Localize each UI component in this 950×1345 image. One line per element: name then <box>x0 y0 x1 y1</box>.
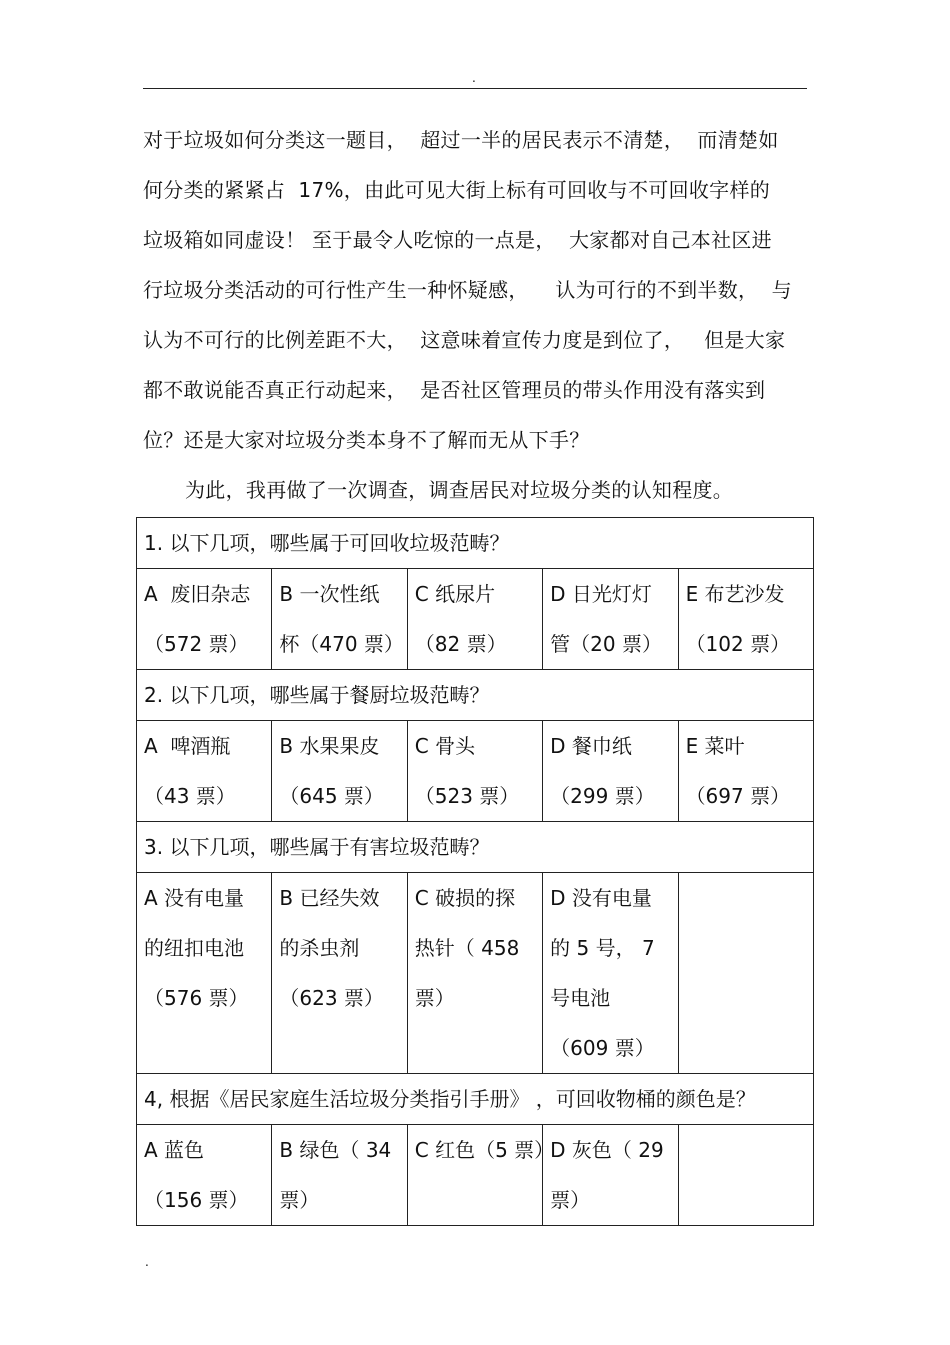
question-title: 4, 根据《居民家庭生活垃圾分类指引手册》 ，可回收物桶的颜色是？ <box>137 1074 814 1125</box>
option-text: 票） <box>279 1188 320 1212</box>
option-text: B 绿色（ 34 <box>279 1138 392 1162</box>
option-text: （572 票） <box>144 632 249 656</box>
option-text: 的杀虫剂 <box>279 936 360 960</box>
option-text: 管（20 票） <box>550 632 662 656</box>
option-text: D 没有电量 <box>550 886 652 910</box>
paragraph-line: 为此，我再做了一次调查，调查居民对垃圾分类的认知程度。 <box>185 478 734 502</box>
option-cell <box>543 569 678 670</box>
question-row <box>137 822 814 873</box>
option-text: （609 票） <box>550 1036 655 1060</box>
question-row <box>137 1074 814 1125</box>
option-cell <box>543 721 678 822</box>
option-text: A 没有电量 <box>144 886 245 910</box>
option-text: E 菜叶 <box>685 734 745 758</box>
option-text: 票） <box>414 986 455 1010</box>
option-text: A 蓝色 <box>144 1138 205 1162</box>
paragraph-line: 对于垃圾如何分类这一题目， 超过一半的居民表示不清楚， 而清楚如 <box>143 128 779 152</box>
option-cell <box>543 873 678 1074</box>
options-row <box>137 569 814 670</box>
option-text: C 骨头 <box>414 734 476 758</box>
paragraph-survey-findings <box>143 115 813 465</box>
option-text: （156 票） <box>144 1188 249 1212</box>
option-text: 票） <box>550 1188 591 1212</box>
options-row <box>137 1125 814 1226</box>
option-text: （102 票） <box>685 632 791 656</box>
option-cell <box>407 721 542 822</box>
paragraph-line: 认为不可行的比例差距不大， 这意味着宣传力度是到位了， 但是大家 <box>143 328 786 352</box>
option-text: D 灰色（ 29 <box>550 1138 664 1162</box>
option-text: A 啤酒瓶 <box>144 734 231 758</box>
option-text: （697 票） <box>685 784 791 808</box>
option-cell <box>272 873 407 1074</box>
option-cell <box>407 569 542 670</box>
option-text: （299 票） <box>550 784 655 808</box>
paragraph-line: 行垃圾分类活动的可行性产生一种怀疑感， 认为可行的不到半数， 与 <box>143 278 792 302</box>
option-text: （645 票） <box>279 784 384 808</box>
option-text: 号电池 <box>550 986 611 1010</box>
option-cell <box>137 569 272 670</box>
option-cell <box>678 721 813 822</box>
option-cell <box>678 569 813 670</box>
question-row <box>137 670 814 721</box>
option-text: （576 票） <box>144 986 249 1010</box>
option-cell <box>678 1125 813 1226</box>
paragraph-line: 垃圾箱如同虚设！ 至于最令人吃惊的一点是， 大家都对自己本社区进 <box>143 228 772 252</box>
footer-mark: . <box>145 1255 149 1269</box>
option-cell <box>137 873 272 1074</box>
option-cell <box>272 569 407 670</box>
question-title: 2. 以下几项，哪些属于餐厨垃圾范畴？ <box>137 670 814 721</box>
option-cell <box>678 873 813 1074</box>
option-text: （523 票） <box>414 784 520 808</box>
paragraph-line: 位？还是大家对垃圾分类本身不了解而无从下手？ <box>143 428 590 452</box>
option-cell <box>407 1125 555 1226</box>
question-title: 3. 以下几项，哪些属于有害垃圾范畴？ <box>137 822 814 873</box>
option-text: B 一次性纸 <box>279 582 380 606</box>
header-mark: . <box>472 71 476 85</box>
option-cell <box>137 721 272 822</box>
option-text: 杯（470 票） <box>279 632 404 656</box>
option-cell <box>543 1125 678 1226</box>
option-text: D 日光灯灯 <box>550 582 652 606</box>
option-text: （82 票） <box>414 632 507 656</box>
option-cell <box>407 873 542 1074</box>
option-text: 的 5 号， 7 <box>550 936 655 960</box>
option-cell <box>137 1125 272 1226</box>
question-row <box>137 518 814 569</box>
option-cell <box>272 721 407 822</box>
option-text: B 水果果皮 <box>279 734 380 758</box>
paragraph-second-survey <box>143 465 813 515</box>
paragraph-line: 都不敢说能否真正行动起来， 是否社区管理员的带头作用没有落实到 <box>143 378 766 402</box>
option-text: E 布艺沙发 <box>685 582 785 606</box>
header-rule <box>143 88 807 89</box>
option-text: C 红色（5 票） <box>414 1138 555 1162</box>
option-text: C 破损的探 <box>414 886 516 910</box>
option-cell <box>272 1125 407 1226</box>
option-text: B 已经失效 <box>279 886 380 910</box>
option-text: （623 票） <box>279 986 384 1010</box>
option-text: C 纸尿片 <box>414 582 496 606</box>
option-text: 的纽扣电池 <box>144 936 244 960</box>
options-row <box>137 721 814 822</box>
option-text: 热针（ 458 <box>414 936 520 960</box>
paragraph-line: 何分类的紧紧占 17%，由此可见大街上标有可回收与不可回收字样的 <box>143 178 771 202</box>
option-text: A 废旧杂志 <box>144 582 251 606</box>
option-text: D 餐巾纸 <box>550 734 632 758</box>
question-title: 1. 以下几项，哪些属于可回收垃圾范畴？ <box>137 518 814 569</box>
options-row <box>137 873 814 1074</box>
survey-table <box>136 517 814 1226</box>
option-text: （43 票） <box>144 784 236 808</box>
